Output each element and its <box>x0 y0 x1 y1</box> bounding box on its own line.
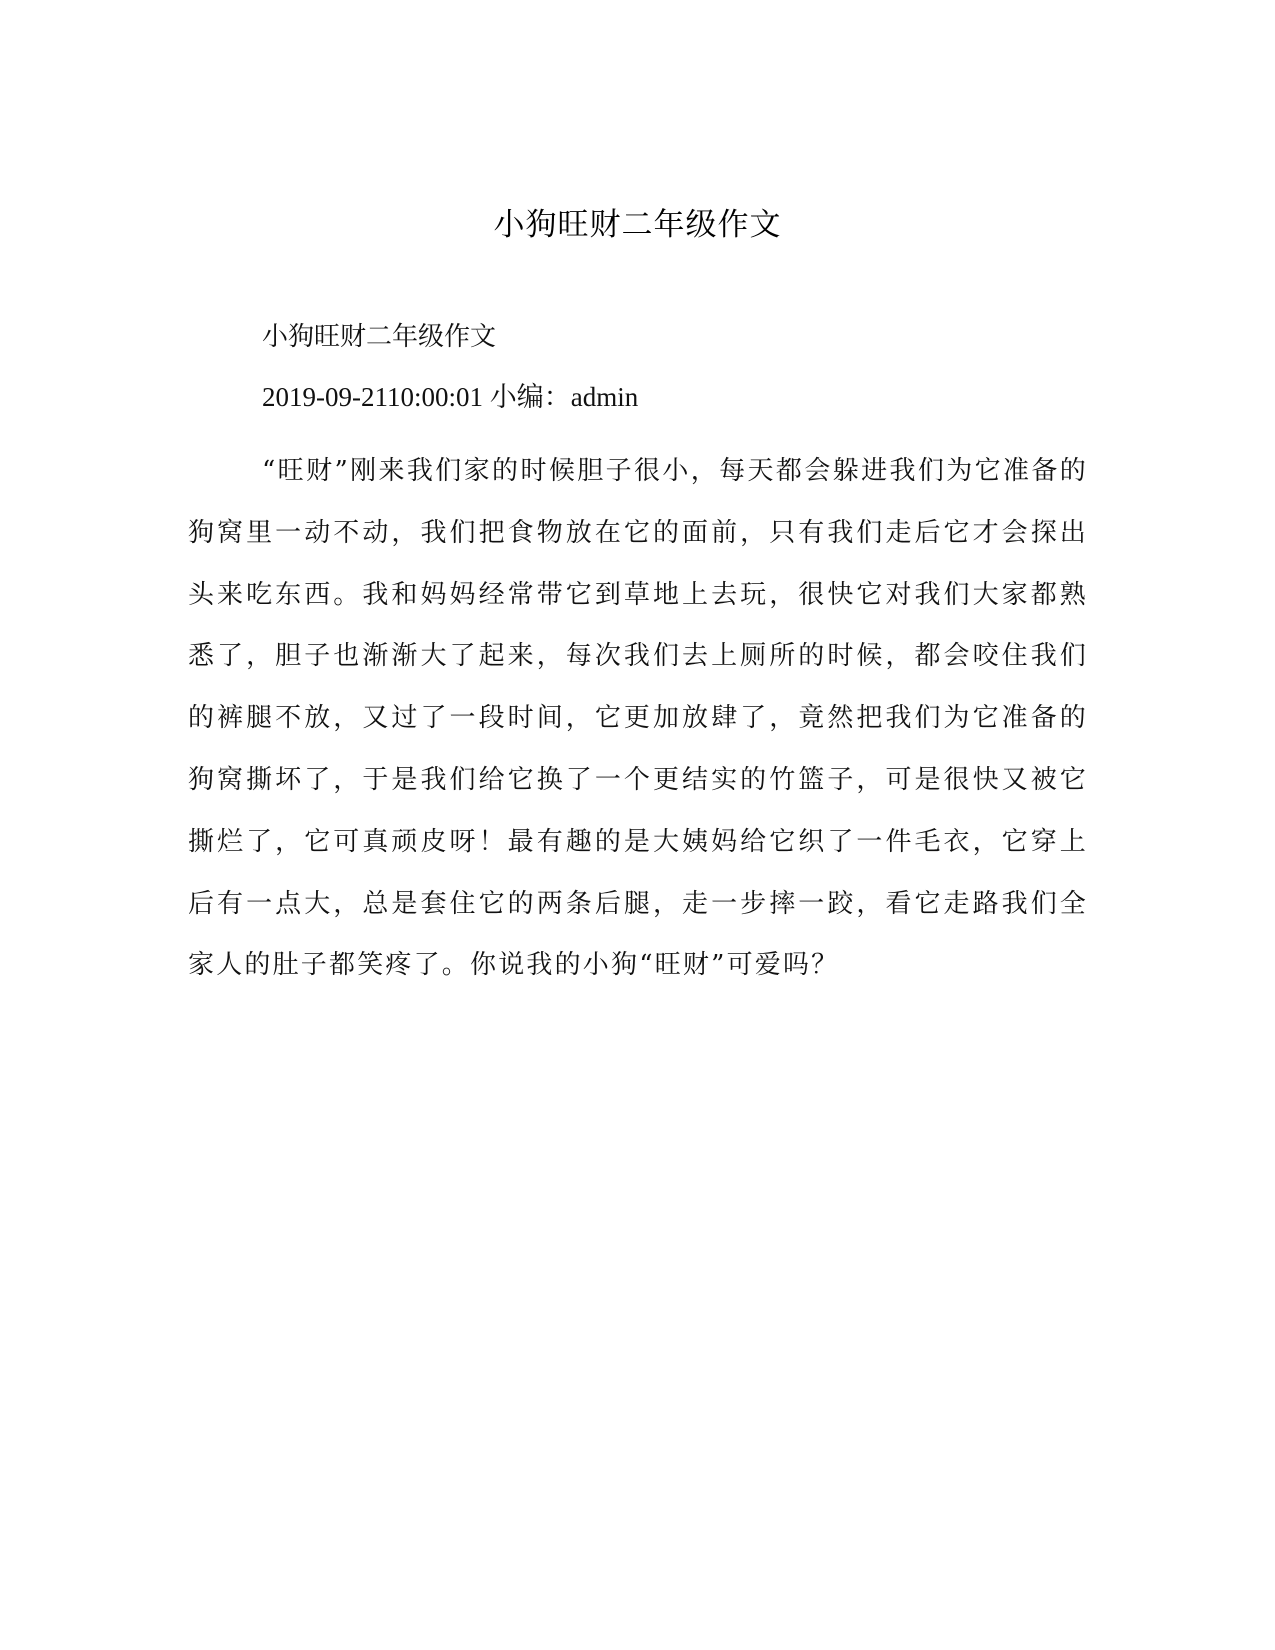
document-meta: 2019-09-2110:00:01 小编：admin <box>262 382 639 412</box>
document-title: 小狗旺财二年级作文 <box>493 207 782 243</box>
document-subtitle: 小狗旺财二年级作文 <box>262 322 497 352</box>
essay-body: “旺财”刚来我们家的时候胆子很小，每天都会躲进我们为它准备的狗窝里一动不动，我们把食物放在它的面前，只有我们走后它才会探出头来吃东西。我和妈妈经常带它到草地上去玩，很快它对我们大家都熟悉了，胆子也渐渐大了起来，每次我们去上厕所的时候，都会咬住我们的裤腿不放，又过了一段时间，它更加放肆了，竟然把我们为它准备的狗窝撕坏了，于是我们给它换了一个更结实的竹篮子，可是很快又被它撕烂了，它可真顽皮呀！最有趣的是大姨妈给它织了一件毛衣，它穿上后有一点大，总是套住它的两条后腿，走一步摔一跤，看它走路我们全家人的肚子都笑疼了。你说我的小狗“旺财”可爱吗？ <box>188 456 1088 981</box>
